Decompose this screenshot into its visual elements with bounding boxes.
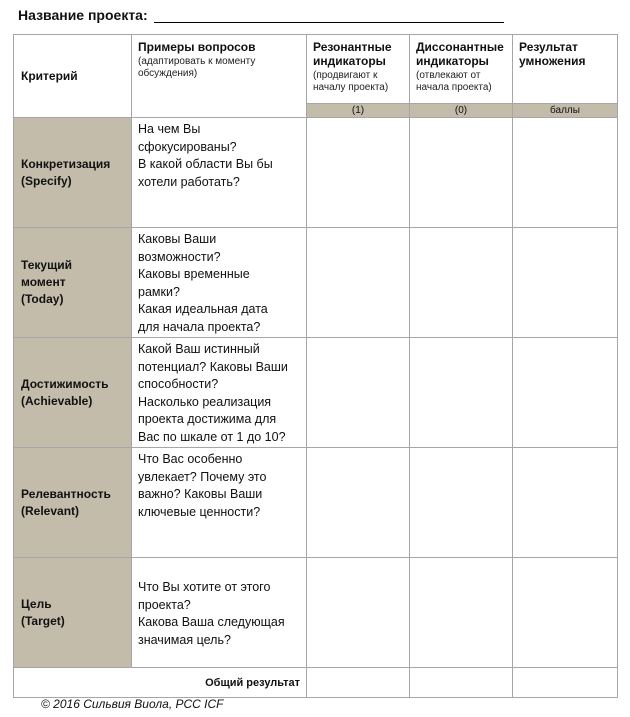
question-line: ключевые ценности? bbox=[138, 504, 261, 519]
header-result-title: Результат умножения bbox=[519, 40, 586, 68]
criterion-cell bbox=[14, 338, 132, 448]
question-line: проекта достижима для bbox=[138, 412, 277, 426]
question-line: важно? Каковы Ваши bbox=[138, 487, 263, 501]
question-line: Что Вы хотите от этого bbox=[138, 580, 271, 594]
header-questions bbox=[132, 35, 307, 118]
resonant-input-cell[interactable] bbox=[307, 338, 410, 448]
question-line: потенциал? Каковы Ваши bbox=[138, 359, 288, 374]
questions-cell bbox=[132, 448, 307, 558]
criterion-line: Цель bbox=[21, 596, 52, 611]
total-row bbox=[14, 668, 618, 698]
header-questions-note: (адаптировать к моменту обсуждения) bbox=[138, 56, 256, 79]
header-resonant bbox=[307, 35, 410, 104]
header-result bbox=[513, 35, 618, 104]
criterion-line: Текущий bbox=[21, 258, 72, 272]
resonant-input-cell[interactable] bbox=[307, 448, 410, 558]
criterion-line: Достижимость bbox=[21, 376, 109, 391]
question-line: На чем Вы bbox=[138, 122, 201, 136]
result-input-cell[interactable] bbox=[513, 338, 618, 448]
criterion-cell bbox=[14, 118, 132, 228]
table-row bbox=[14, 118, 618, 228]
criterion-cell bbox=[14, 228, 132, 338]
question-line: сфокусированы? bbox=[138, 139, 237, 154]
dissonant-input-cell[interactable] bbox=[410, 448, 513, 558]
question-line: Каковы временные bbox=[138, 267, 250, 281]
question-line: хотели работать? bbox=[138, 174, 240, 189]
question-line: Каковы Ваши bbox=[138, 232, 217, 246]
question-line: возможности? bbox=[138, 249, 221, 264]
unit-dissonant: (0) bbox=[410, 104, 513, 118]
question-line: способности? bbox=[138, 377, 219, 391]
criterion-cell bbox=[14, 558, 132, 668]
header-questions-title: Примеры вопросов bbox=[138, 40, 256, 54]
unit-result: баллы bbox=[513, 104, 618, 118]
question-line: Насколько реализация bbox=[138, 394, 272, 409]
resonant-input-cell[interactable] bbox=[307, 228, 410, 338]
question-line: Что Вас особенно bbox=[138, 452, 243, 466]
question-line: Какова Ваша следующая bbox=[138, 615, 285, 629]
dissonant-input-cell[interactable] bbox=[410, 228, 513, 338]
table-row bbox=[14, 448, 618, 558]
question-line: увлекает? Почему это bbox=[138, 469, 267, 484]
resonant-input-cell[interactable] bbox=[307, 558, 410, 668]
questions-cell bbox=[132, 338, 307, 448]
resonant-input-cell[interactable] bbox=[307, 118, 410, 228]
header-dissonant bbox=[410, 35, 513, 104]
question-line: рамки? bbox=[138, 284, 180, 299]
questions-cell bbox=[132, 118, 307, 228]
table-row bbox=[14, 558, 618, 668]
questions-cell bbox=[132, 228, 307, 338]
criterion-line: момент bbox=[21, 275, 66, 289]
dissonant-input-cell[interactable] bbox=[410, 558, 513, 668]
criterion-line: (Specify) bbox=[21, 173, 72, 188]
criterion-line: Релевантность bbox=[21, 486, 111, 501]
total-resonant-cell[interactable] bbox=[307, 668, 410, 698]
question-line: Какой Ваш истинный bbox=[138, 342, 260, 356]
smart-criteria-table bbox=[13, 34, 618, 698]
result-input-cell[interactable] bbox=[513, 228, 618, 338]
table-row bbox=[14, 338, 618, 448]
result-input-cell[interactable] bbox=[513, 118, 618, 228]
copyright-note: © 2016 Сильвия Виола, PCC ICF bbox=[41, 697, 224, 711]
result-input-cell[interactable] bbox=[513, 558, 618, 668]
header-resonant-note: (продвигают к началу проекта) bbox=[313, 70, 389, 93]
questions-cell bbox=[132, 558, 307, 668]
result-input-cell[interactable] bbox=[513, 448, 618, 558]
unit-resonant: (1) bbox=[307, 104, 410, 118]
total-label: Общий результат bbox=[14, 668, 307, 698]
total-result-cell[interactable] bbox=[513, 668, 618, 698]
dissonant-input-cell[interactable] bbox=[410, 338, 513, 448]
header-dissonant-note: (отвлекают от начала проекта) bbox=[416, 70, 492, 93]
criterion-line: (Achievable) bbox=[21, 393, 93, 408]
criterion-line: (Target) bbox=[21, 613, 65, 628]
total-dissonant-cell[interactable] bbox=[410, 668, 513, 698]
project-name-line bbox=[18, 3, 504, 23]
table-row bbox=[14, 228, 618, 338]
question-line: В какой области Вы бы bbox=[138, 157, 273, 171]
header-resonant-title: Резонантные индикаторы bbox=[313, 40, 392, 68]
question-line: Вас по шкале от 1 до 10? bbox=[138, 429, 286, 444]
criterion-line: Конкретизация bbox=[21, 156, 111, 171]
criterion-line: (Today) bbox=[21, 292, 64, 306]
header-criterion: Критерий bbox=[14, 35, 132, 118]
question-line: значимая цель? bbox=[138, 632, 231, 647]
question-line: Какая идеальная дата bbox=[138, 302, 268, 316]
header-dissonant-title: Диссонантные индикаторы bbox=[416, 40, 504, 68]
dissonant-input-cell[interactable] bbox=[410, 118, 513, 228]
question-line: проекта? bbox=[138, 597, 191, 612]
project-name-blank bbox=[154, 8, 504, 23]
project-name-label: Название проекта: bbox=[18, 7, 148, 23]
criterion-cell bbox=[14, 448, 132, 558]
question-line: для начала проекта? bbox=[138, 319, 261, 334]
header-row bbox=[14, 35, 618, 104]
criterion-line: (Relevant) bbox=[21, 503, 80, 518]
